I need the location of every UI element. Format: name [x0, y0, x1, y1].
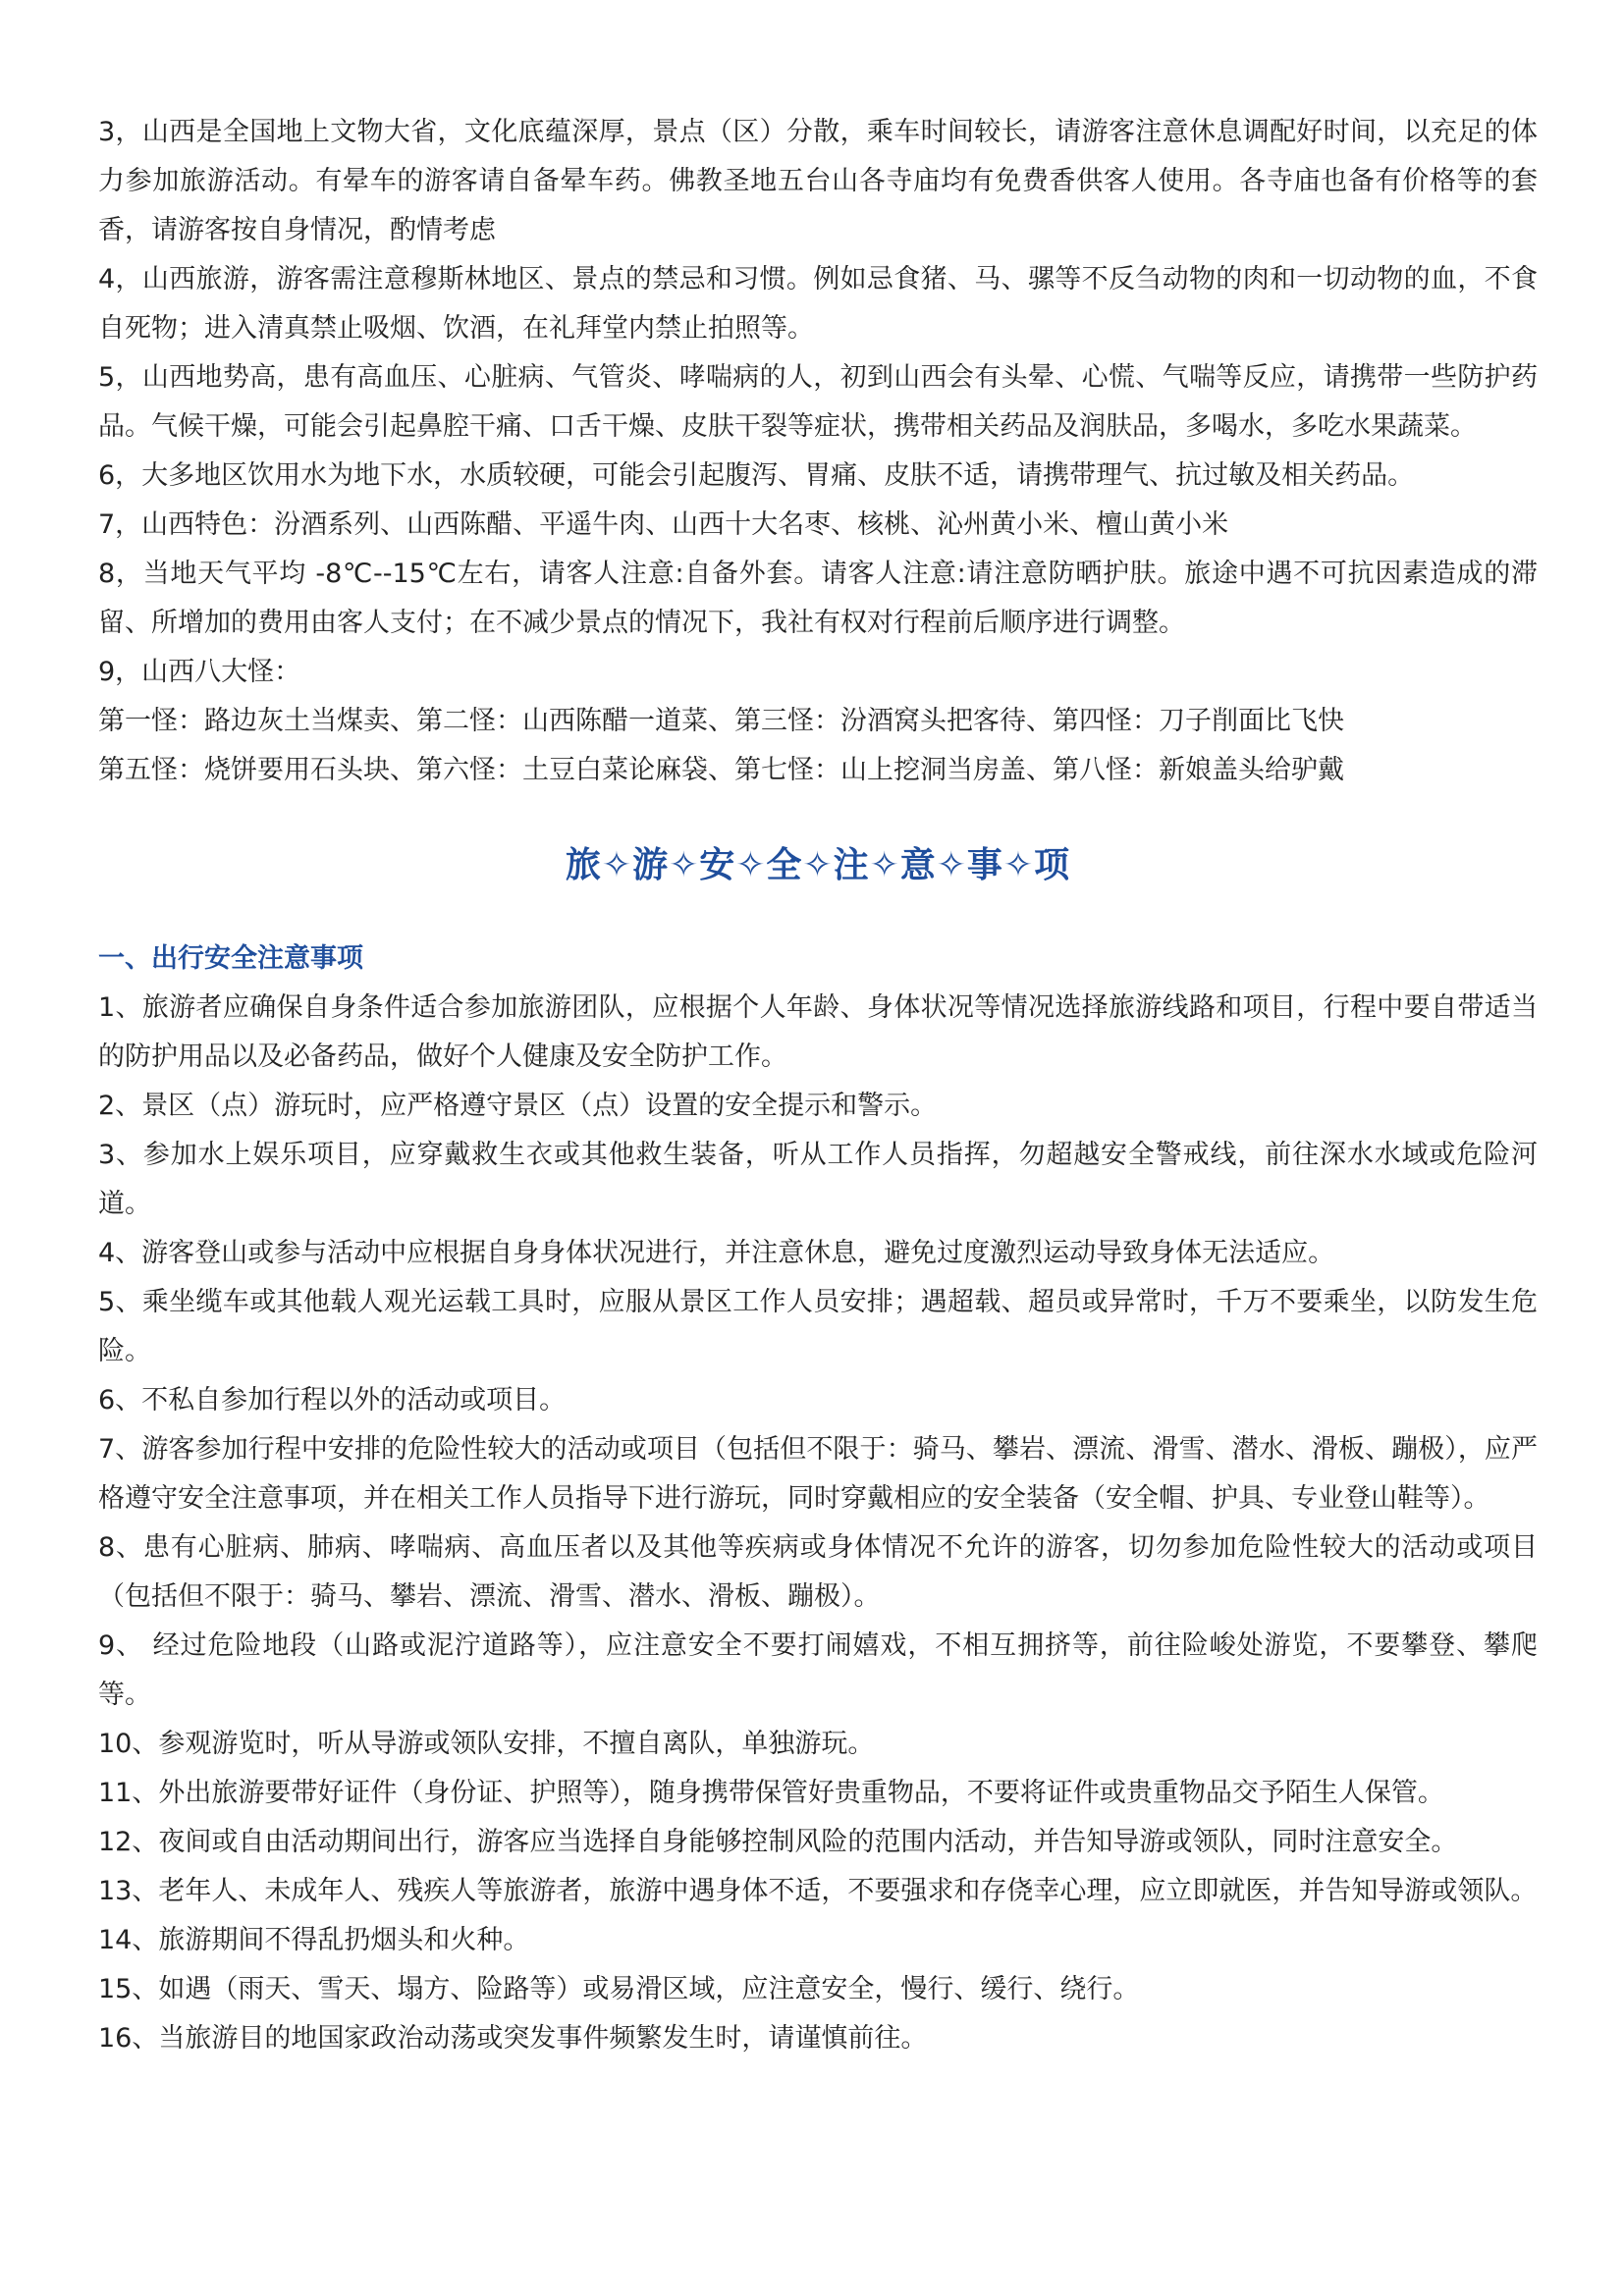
shanxi-notes	[98, 108, 1538, 795]
list-item: 6、不私自参加行程以外的活动或项目。	[98, 1385, 567, 1415]
list-item: 12、夜间或自由活动期间出行，游客应当选择自身能够控制风险的范围内活动，并告知导游或领队，同时注意安全。	[98, 1827, 1458, 1857]
list-item: 13、老年人、未成年人、残疾人等旅游者，旅游中遇身体不适，不要强求和存侥幸心理，应立即就医，并告知导游或领队。	[98, 1876, 1538, 1906]
note-5: 5，山西地势高，患有高血压、心脏病、气管炎、哮喘病的人，初到山西会有头晕、心慌、气喘等反应，请携带一些防护药品。气候干燥，可能会引起鼻腔干痛、口舌干燥、皮肤干裂等症状，携带相关药品及润肤品，多喝水，多吃水果蔬菜。	[98, 362, 1538, 442]
section-travel-safety	[98, 934, 1538, 2063]
page-title: 旅✧游✧安✧全✧注✧意✧事✧项	[565, 845, 1071, 885]
eight-oddities-line-1: 第一怪：路边灰土当煤卖、第二怪：山西陈醋一道菜、第三怪：汾酒窝头把客待、第四怪：刀子削面比飞快	[98, 706, 1344, 736]
list-item: 15、如遇（雨天、雪天、塌方、险路等）或易滑区域，应注意安全，慢行、缓行、绕行。	[98, 1974, 1140, 2004]
list-item: 9、 经过危险地段（山路或泥泞道路等），应注意安全不要打闹嬉戏，不相互拥挤等，前往险峻处游览，不要攀登、攀爬等。	[98, 1630, 1538, 1710]
list-item: 3、参加水上娱乐项目，应穿戴救生衣或其他救生装备，听从工作人员指挥，勿超越安全警戒线，前往深水水域或危险河道。	[98, 1140, 1538, 1219]
document-page	[98, 108, 1538, 2063]
list-item: 11、外出旅游要带好证件（身份证、护照等），随身携带保管好贵重物品，不要将证件或贵重物品交予陌生人保管。	[98, 1778, 1444, 1808]
list-item: 2、景区（点）游玩时，应严格遵守景区（点）设置的安全提示和警示。	[98, 1091, 938, 1121]
note-3: 3，山西是全国地上文物大省，文化底蕴深厚，景点（区）分散，乘车时间较长，请游客注意休息调配好时间，以充足的体力参加旅游活动。有晕车的游客请自备晕车药。佛教圣地五台山各寺庙均有免费香供客人使用。各寺庙也备有价格等的套香，请游客按自身情况，酌情考虑	[98, 117, 1538, 245]
list-item: 16、当旅游目的地国家政治动荡或突发事件频繁发生时，请谨慎前往。	[98, 2023, 928, 2054]
note-8: 8，当地天气平均 -8℃--15℃左右，请客人注意:自备外套。请客人注意:请注意防晒护肤。旅途中遇不可抗因素造成的滞留、所增加的费用由客人支付；在不减少景点的情况下，我社有权对行程前后顺序进行调整。	[98, 559, 1538, 638]
list-item: 5、乘坐缆车或其他载人观光运载工具时，应服从景区工作人员安排；遇超载、超员或异常时，千万不要乘坐，以防发生危险。	[98, 1287, 1538, 1366]
note-7: 7，山西特色：汾酒系列、山西陈醋、平遥牛肉、山西十大名枣、核桃、沁州黄小米、檀山黄小米	[98, 509, 1229, 540]
eight-oddities-line-2: 第五怪：烧饼要用石头块、第六怪：土豆白菜论麻袋、第七怪：山上挖洞当房盖、第八怪：新娘盖头给驴戴	[98, 755, 1344, 785]
note-4: 4，山西旅游，游客需注意穆斯林地区、景点的禁忌和习惯。例如忌食猪、马、骡等不反刍动物的肉和一切动物的血，不食自死物；进入清真禁止吸烟、饮酒，在礼拜堂内禁止拍照等。	[98, 264, 1538, 344]
note-6: 6，大多地区饮用水为地下水，水质较硬，可能会引起腹泻、胃痛、皮肤不适，请携带理气、抗过敏及相关药品。	[98, 460, 1415, 491]
list-item: 1、旅游者应确保自身条件适合参加旅游团队，应根据个人年龄、身体状况等情况选择旅游线路和项目，行程中要自带适当的防护用品以及必备药品，做好个人健康及安全防护工作。	[98, 992, 1538, 1072]
list-item: 8、患有心脏病、肺病、哮喘病、高血压者以及其他等疾病或身体情况不允许的游客，切勿参加危险性较大的活动或项目（包括但不限于：骑马、攀岩、漂流、滑雪、潜水、滑板、蹦极）。	[98, 1532, 1538, 1612]
section-heading: 一、出行安全注意事项	[98, 943, 363, 974]
list-item: 4、游客登山或参与活动中应根据自身身体状况进行，并注意休息，避免过度激烈运动导致身体无法适应。	[98, 1238, 1335, 1268]
list-item: 14、旅游期间不得乱扔烟头和火种。	[98, 1925, 530, 1955]
list-item: 7、游客参加行程中安排的危险性较大的活动或项目（包括但不限于：骑马、攀岩、漂流、滑雪、潜水、滑板、蹦极），应严格遵守安全注意事项，并在相关工作人员指导下进行游玩，同时穿戴相应的安全装备（安全帽、护具、专业登山鞋等）。	[98, 1434, 1538, 1514]
list-item: 10、参观游览时，听从导游或领队安排，不擅自离队，单独游玩。	[98, 1729, 875, 1759]
note-9: 9，山西八大怪：	[98, 657, 301, 687]
